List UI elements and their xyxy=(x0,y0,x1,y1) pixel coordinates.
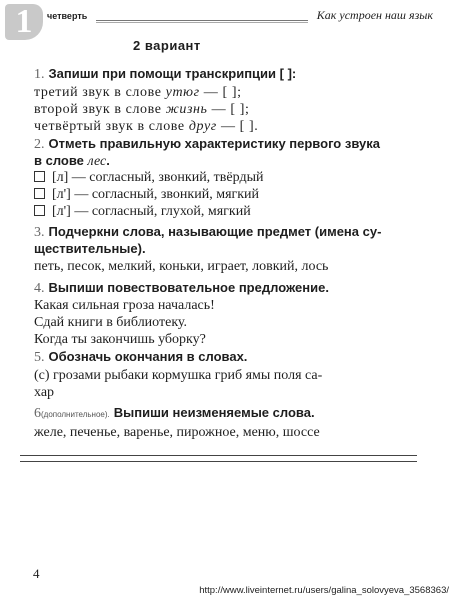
header-divider xyxy=(96,20,308,21)
task-1-line-1-answer: — [ ]; xyxy=(199,85,242,100)
variant-title: 2 вариант xyxy=(133,38,201,53)
task-3-heading-line-2: ществительные). xyxy=(34,241,146,256)
book-title: Как устроен наш язык xyxy=(316,8,433,22)
quarter-badge-number: 1 xyxy=(15,3,33,40)
task-4-number: 4. xyxy=(34,281,45,296)
task-6-words: желе, печенье, варенье, пирожное, меню, шоссе xyxy=(34,425,320,440)
task-1-line-1 xyxy=(34,85,242,101)
task-2-title: Отметь правильную характеристику первого звука xyxy=(48,136,380,151)
page-header xyxy=(0,0,453,40)
task-5-heading xyxy=(34,349,247,366)
task-2-option-1-label: [л] — согласный, звонкий, твёрдый xyxy=(52,170,264,185)
task-6-note: (дополнительное). xyxy=(41,410,110,419)
task-2-number: 2. xyxy=(34,137,45,152)
task-2-option-2-label: [л'] — согласный, звонкий, мягкий xyxy=(52,187,260,202)
task-5-words-line-2: хар xyxy=(34,385,55,400)
task-5-title: Обозначь окончания в словах. xyxy=(48,349,248,364)
answer-line-1[interactable] xyxy=(20,455,417,456)
answer-line-2[interactable] xyxy=(20,461,417,462)
task-2-heading xyxy=(34,136,380,153)
task-5-number: 5. xyxy=(34,350,45,365)
task-1-line-2-answer: — [ ]; xyxy=(207,102,250,117)
task-1-line-1-word: утюг xyxy=(165,85,200,100)
task-3-title: Подчеркни слова, называющие предмет (имена су- xyxy=(48,224,382,239)
task-1-line-3 xyxy=(34,119,258,135)
task-4-title: Выпиши повествовательное предложение. xyxy=(48,280,329,295)
task-3-heading xyxy=(34,224,381,241)
task-2-title-cont: в слове xyxy=(34,153,88,168)
checkbox-option-1[interactable] xyxy=(34,171,45,182)
task-5-words-line-1: (с) грозами рыбаки кормушка гриб ямы поля са- xyxy=(34,368,323,383)
task-2-word: лес xyxy=(87,154,107,169)
task-4-heading xyxy=(34,280,329,297)
task-2-option-2[interactable] xyxy=(34,187,259,203)
checkbox-option-2[interactable] xyxy=(34,188,45,199)
task-6-title: Выпиши неизменяемые слова. xyxy=(113,405,315,420)
task-1-line-2-word: жизнь xyxy=(165,102,208,117)
task-1-number: 1. xyxy=(34,67,45,82)
task-1-title: Запиши при помощи транскрипции [ ]: xyxy=(48,66,297,81)
task-2-option-1[interactable] xyxy=(34,170,263,186)
task-6-number: 6 xyxy=(34,406,41,421)
task-3-words: петь, песок, мелкий, коньки, играет, ловкий, лось xyxy=(34,259,329,274)
task-1-heading xyxy=(34,66,296,83)
task-6-heading xyxy=(34,405,315,422)
task-1-line-3-text: четвёртый звук в слове xyxy=(34,119,189,134)
checkbox-option-3[interactable] xyxy=(34,205,45,216)
task-4-sentence-1: Какая сильная гроза началась! xyxy=(34,298,215,313)
task-3-number: 3. xyxy=(34,225,45,240)
task-1-line-2 xyxy=(34,102,249,118)
task-1-line-1-text: третий звук в слове xyxy=(34,85,166,100)
task-2-option-3-label: [л'] — согласный, глухой, мягкий xyxy=(52,204,251,219)
page-number: 4 xyxy=(33,566,40,581)
quarter-badge xyxy=(5,4,43,40)
watermark-url: http://www.liveinternet.ru/users/galina_solovyeva_3568363/ xyxy=(199,585,449,596)
task-1-line-3-word: друг xyxy=(188,119,217,134)
task-1-line-2-text: второй звук в слове xyxy=(34,102,166,117)
task-2-option-3[interactable] xyxy=(34,204,251,220)
quarter-label: четверть xyxy=(47,11,88,21)
task-4-sentence-2: Сдай книги в библиотеку. xyxy=(34,315,188,330)
task-4-sentence-3: Когда ты закончишь уборку? xyxy=(34,332,206,347)
task-2-heading-line-2 xyxy=(34,153,110,170)
header-divider-secondary xyxy=(96,22,308,23)
task-2-title-end: . xyxy=(106,153,110,168)
task-1-line-3-answer: — [ ]. xyxy=(216,119,259,134)
